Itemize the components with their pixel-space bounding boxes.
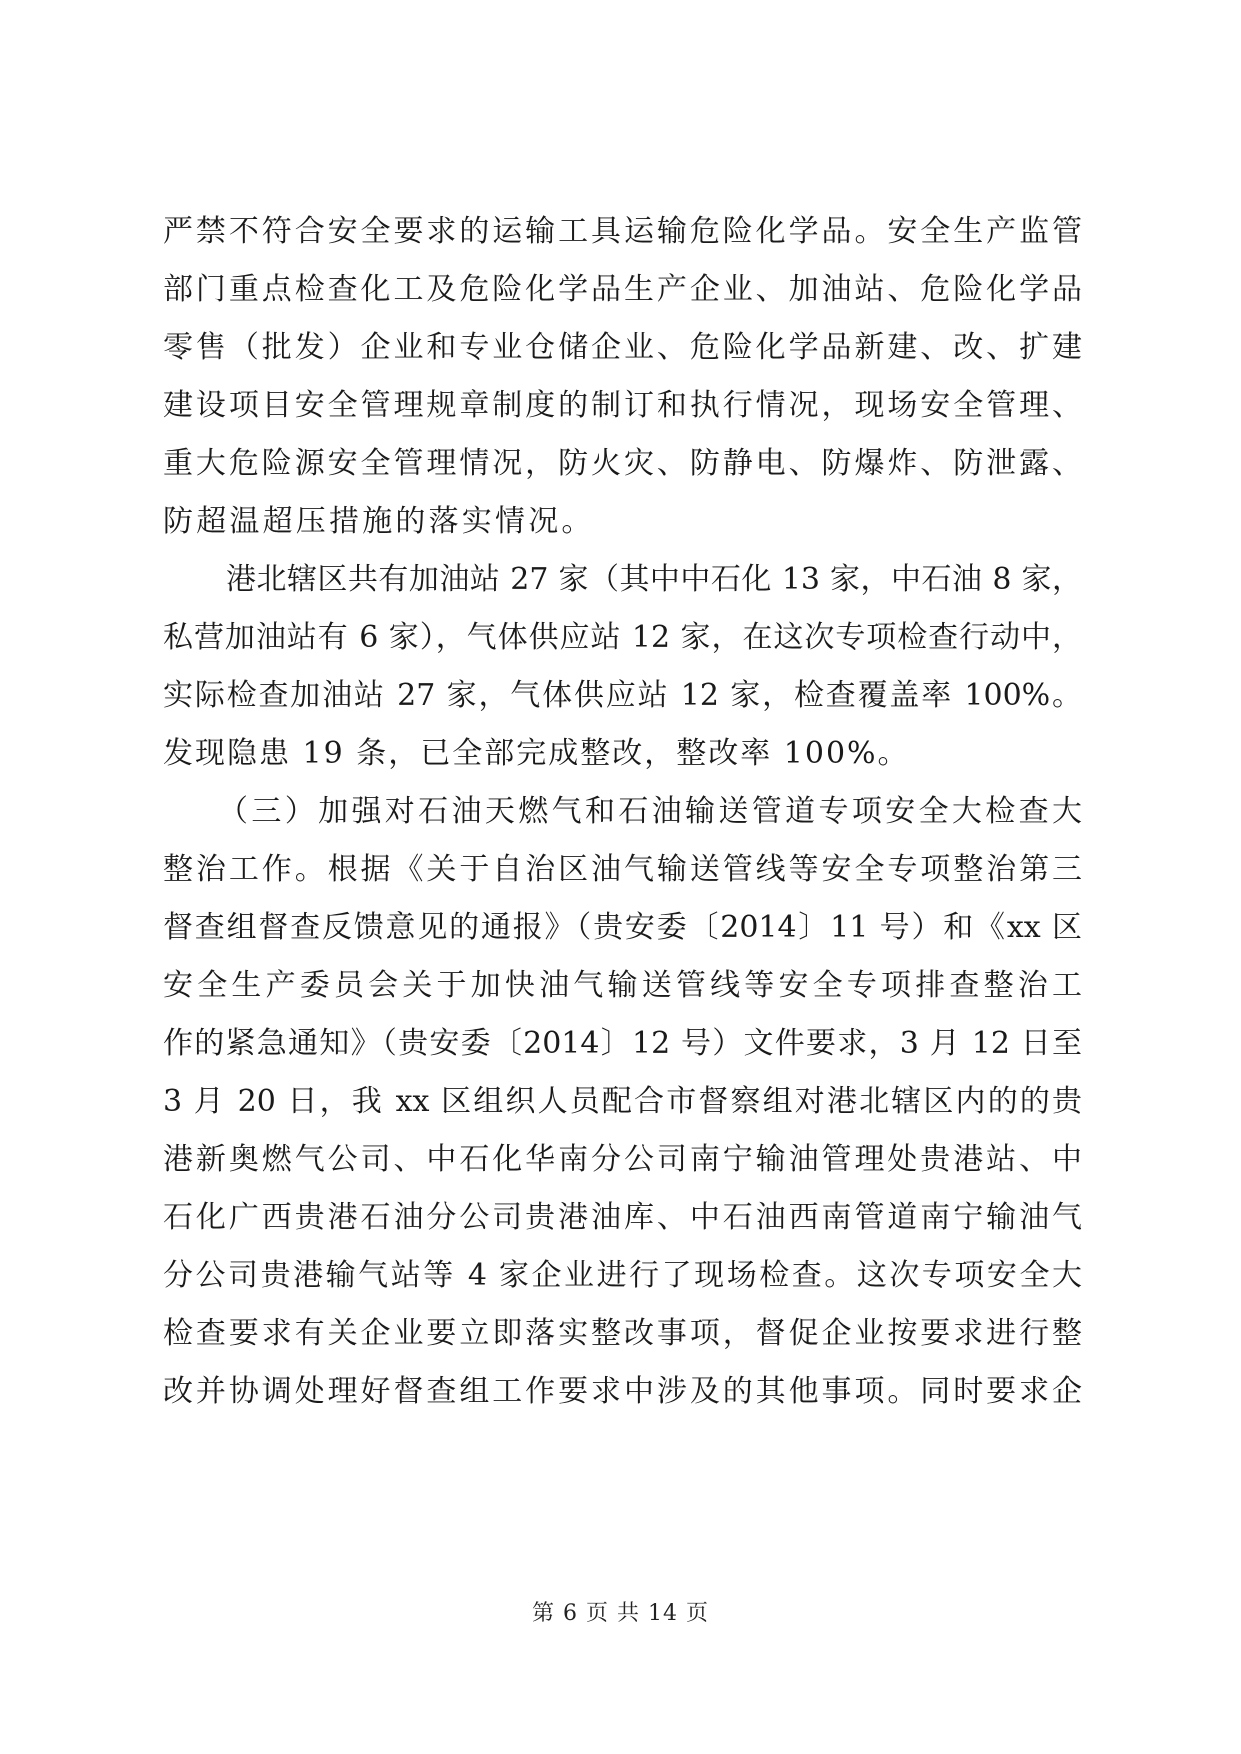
text-line-1: 严禁不符合安全要求的运输工具运输危险化学品。安全生产监管 [163,214,1082,249]
text-line-21: 改并协调处理好督查组工作要求中涉及的其他事项。同时要求企 [163,1374,1082,1409]
text-line-17: 港新奥燃气公司、中石化华南分公司南宁输油管理处贵港站、中 [163,1142,1082,1177]
text-line-8: 私营加油站有 6 家），气体供应站 12 家，在这次专项检查行动中， [163,620,1082,655]
page-number-footer: 第 6 页 共 14 页 [532,1601,709,1626]
text-line-6: 防超温超压措施的落实情况。 [163,504,595,539]
text-line-12: 整治工作。根据《关于自治区油气输送管线等安全专项整治第三 [163,852,1082,887]
text-line-9: 实际检查加油站 27 家，气体供应站 12 家，检查覆盖率 100%。 [163,678,1082,713]
text-line-16: 3 月 20 日，我 xx 区组织人员配合市督察组对港北辖区内的的贵 [163,1084,1082,1119]
text-line-14: 安全生产委员会关于加快油气输送管线等安全专项排查整治工 [163,968,1082,1003]
text-line-10: 发现隐患 19 条，已全部完成整改，整改率 100%。 [163,736,910,771]
text-line-19: 分公司贵港输气站等 4 家企业进行了现场检查。这次专项安全大 [163,1258,1082,1293]
text-line-11: （三）加强对石油天燃气和石油输送管道专项安全大检查大 [218,794,1082,829]
text-line-7: 港北辖区共有加油站 27 家（其中中石化 13 家，中石油 8 家， [226,562,1082,597]
text-line-13: 督查组督查反馈意见的通报》（贵安委〔2014〕11 号）和《xx 区 [163,910,1082,945]
text-line-20: 检查要求有关企业要立即落实整改事项，督促企业按要求进行整 [163,1316,1082,1351]
text-line-3: 零售（批发）企业和专业仓储企业、危险化学品新建、改、扩建 [163,330,1082,365]
text-line-4: 建设项目安全管理规章制度的制订和执行情况，现场安全管理、 [163,388,1082,423]
text-line-2: 部门重点检查化工及危险化学品生产企业、加油站、危险化学品 [163,272,1082,307]
text-line-5: 重大危险源安全管理情况，防火灾、防静电、防爆炸、防泄露、 [163,446,1082,481]
text-line-15: 作的紧急通知》（贵安委〔2014〕12 号）文件要求，3 月 12 日至 [163,1026,1082,1061]
text-line-18: 石化广西贵港石油分公司贵港油库、中石油西南管道南宁输油气 [163,1200,1082,1235]
